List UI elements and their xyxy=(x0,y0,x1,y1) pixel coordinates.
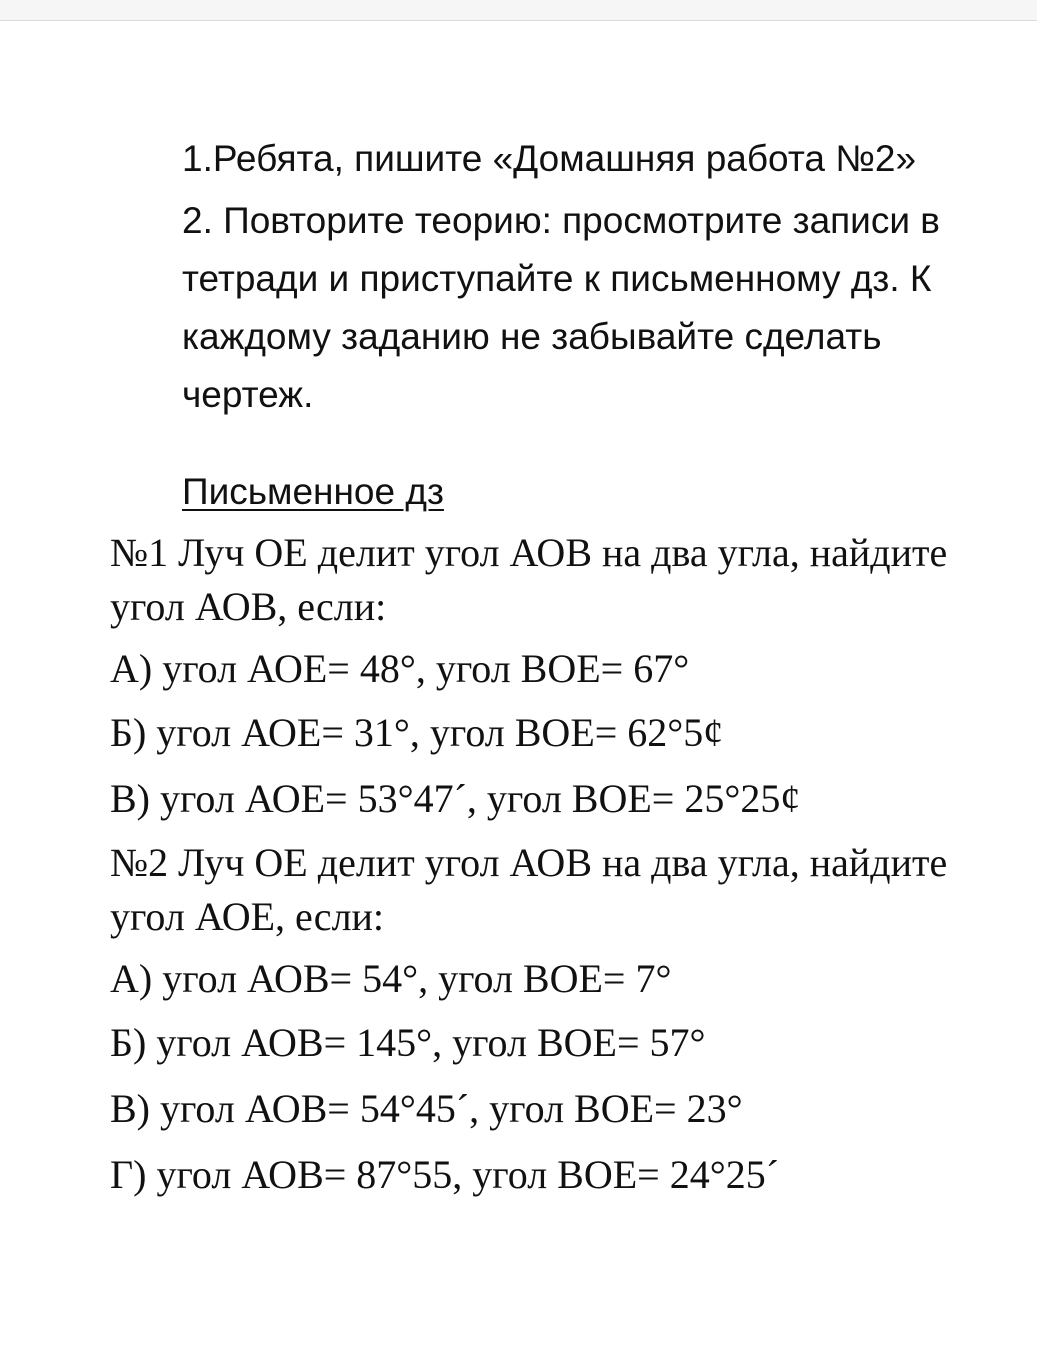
task-1-heading: №1 Луч ОЕ делит угол АОВ на два угла, найдите угол АОВ, если: xyxy=(110,530,948,629)
task-1-item-b: Б) угол АОЕ= 31°, угол ВОЕ= 62°5¢ xyxy=(110,710,724,755)
top-toolbar-strip xyxy=(0,0,1037,21)
section-heading: Письменное дз xyxy=(182,471,444,512)
task-1-item-a: А) угол АОЕ= 48°, угол ВОЕ= 67° xyxy=(110,646,690,691)
homework-title: 1.Ребята, пишите «Домашняя работа №2» xyxy=(182,138,917,179)
task-2-heading: №2 Луч ОЕ делит угол АОВ на два угла, найдите угол АОЕ, если: xyxy=(110,840,948,939)
task-2-item-c: В) угол АОВ= 54°45´, угол ВОЕ= 23° xyxy=(110,1086,743,1131)
task-2-item-d: Г) угол АОВ= 87°55, угол ВОЕ= 24°25´ xyxy=(110,1152,780,1197)
task-2-item-a: А) угол АОВ= 54°, угол ВОЕ= 7° xyxy=(110,956,672,1001)
instruction-paragraph: 2. Повторите теорию: просмотрите записи в тетради и приступайте к письменному дз. К каждому заданию не забывайте сделать чертеж. xyxy=(182,200,940,415)
task-1-item-c: В) угол АОЕ= 53°47´, угол ВОЕ= 25°25¢ xyxy=(110,776,801,821)
task-2-item-b: Б) угол АОВ= 145°, угол ВОЕ= 57° xyxy=(110,1020,706,1065)
